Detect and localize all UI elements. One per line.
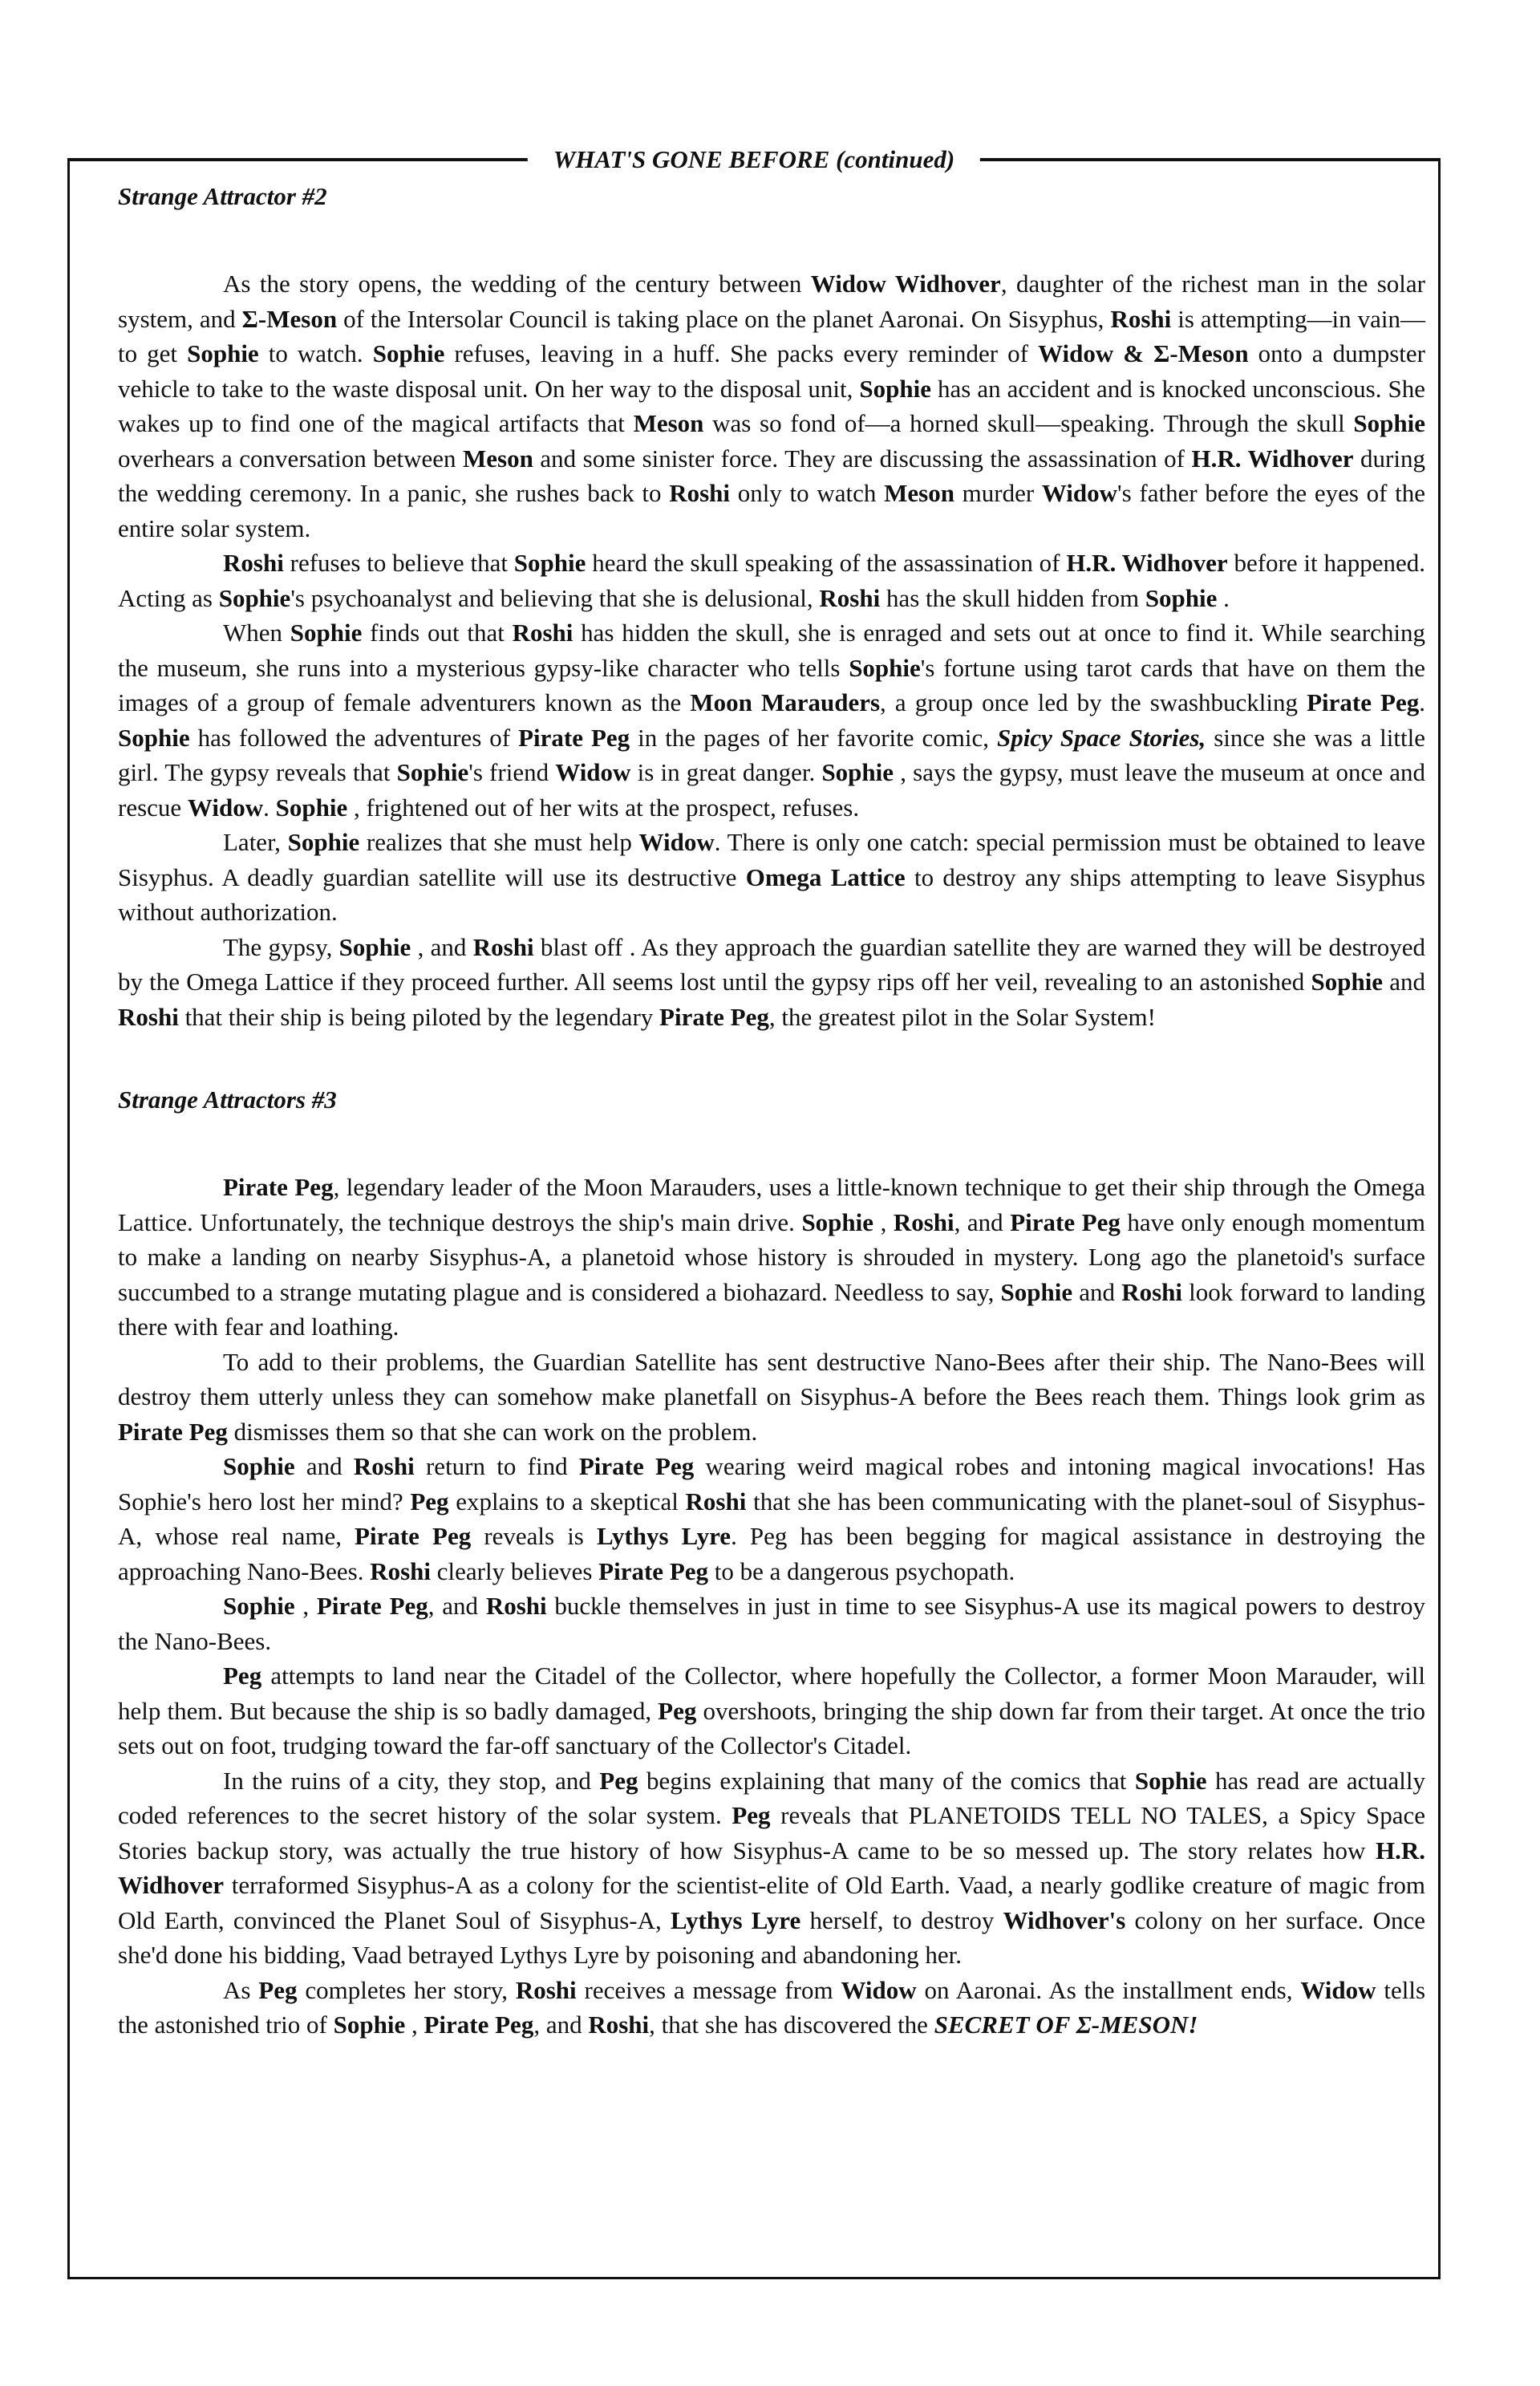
- paragraph: [118, 1345, 1425, 1450]
- section: [118, 1082, 1425, 2043]
- text-run: , that she has discovered the: [649, 2011, 934, 2039]
- bold-name: Pirate Peg: [1307, 688, 1420, 716]
- bold-name: Sophie: [396, 758, 469, 786]
- text-run: on Aaronai. As the installment ends,: [916, 1975, 1301, 2004]
- text-run: and: [1072, 1277, 1122, 1306]
- section-heading: Strange Attractor #2: [118, 182, 327, 210]
- text-run: finds out that: [362, 619, 513, 647]
- bold-italic-title: SECRET OF Σ-MESON!: [934, 2011, 1198, 2039]
- text-run: dismisses them so that she can work on the problem.: [227, 1417, 758, 1446]
- bold-name: Widow: [187, 793, 264, 822]
- bold-name: Sophie: [118, 723, 190, 752]
- bold-name: Roshi: [353, 1452, 415, 1480]
- paragraph: [118, 1658, 1425, 1763]
- paragraph: [118, 1763, 1425, 1973]
- bold-name: Pirate Peg: [223, 1173, 334, 1201]
- text-run: have only enough momentum to make a landing on nearby Sisyphus-A, a planetoid whose history is shrouded in mystery. Long ago the planetoid's surface succumbed to a strange mutating plague and is considered a biohazard. Needless to say,: [118, 1207, 1426, 1306]
- bold-name: Peg: [410, 1487, 449, 1516]
- bold-name: Meson: [884, 479, 954, 507]
- text-run: , legendary leader of the Moon Marauders, uses a little-known technique to get their ship through the Omega Lattice. Unfortunately, the technique destroys the ship's main drive.: [118, 1173, 1425, 1236]
- text-run: blast off . As they approach the guardian satellite they are warned they will be destroyed by the Omega Lattice if they proceed further. All seems lost until the gypsy rips off her veil, revealing to an astonished: [118, 932, 1425, 996]
- text-run: , and: [411, 932, 473, 961]
- text-run: attempts to land near the Citadel of the Collector, where hopefully the Collector, a former Moon Marauder, will help them. But because the ship is so badly damaged,: [118, 1662, 1425, 1725]
- bold-name: Sophie: [290, 619, 363, 647]
- bold-name: Peg: [658, 1696, 697, 1725]
- text-run: in the pages of her favorite comic,: [630, 723, 997, 752]
- bold-name: Sophie: [1145, 583, 1218, 612]
- bold-name: Sophie: [1353, 409, 1426, 437]
- text-run: is in great danger.: [630, 758, 822, 786]
- bold-name: Roshi: [512, 619, 573, 647]
- paragraph: [118, 1170, 1425, 1345]
- bold-name: Widow & Σ-Meson: [1038, 339, 1249, 367]
- bold-name: Pirate Peg: [355, 1522, 472, 1550]
- section: [118, 179, 1425, 1034]
- text-run: look forward to landing there with fear and loathing.: [118, 1277, 1425, 1341]
- bold-name: Peg: [223, 1662, 262, 1690]
- bold-name: Pirate Peg: [518, 723, 630, 752]
- paragraph: [118, 825, 1425, 930]
- bold-name: Widow: [1041, 479, 1118, 507]
- bold-name: Moon Marauders: [690, 688, 881, 716]
- text-run: , says the gypsy, must leave the museum at once and rescue: [118, 758, 1425, 822]
- bold-name: Σ-Meson: [241, 304, 338, 333]
- bold-name: Sophie: [1311, 968, 1384, 996]
- bold-name: Sophie: [859, 374, 932, 403]
- bold-name: Pirate Peg: [118, 1417, 228, 1446]
- paragraph: [118, 1589, 1425, 1658]
- bold-name: Pirate Peg: [578, 1452, 695, 1480]
- bold-name: Roshi: [588, 2011, 650, 2039]
- text-run: and some sinister force. They are discussing the assassination of: [533, 444, 1192, 473]
- text-run: begins explaining that many of the comics that: [638, 1766, 1135, 1795]
- text-run: that she has been communicating with the planet-soul of Sisyphus-A, whose real name,: [118, 1487, 1425, 1550]
- text-run: . Peg has been begging for magical assistance in destroying the approaching Nano-Bees.: [118, 1522, 1425, 1585]
- text-run: , and: [428, 1592, 486, 1620]
- text-run: buckle themselves in just in time to see Sisyphus-A use its magical powers to destroy the Nano-Bees.: [118, 1592, 1425, 1655]
- bold-name: H.R. Widhover: [118, 1836, 1425, 1899]
- bold-name: Pirate Peg: [316, 1592, 428, 1620]
- summary-content: [118, 179, 1425, 2043]
- bold-name: Sophie: [801, 1207, 874, 1236]
- bold-name: Lythys Lyre: [596, 1522, 732, 1550]
- text-run: tells the astonished trio of: [118, 1975, 1426, 2039]
- bold-name: Roshi: [118, 1002, 179, 1031]
- text-run: reveals is: [471, 1522, 597, 1550]
- text-run: , and: [954, 1207, 1011, 1236]
- text-run: , the greatest pilot in the Solar System!: [768, 1002, 1156, 1031]
- bold-name: Sophie: [223, 1452, 295, 1480]
- text-run: refuses to believe that: [283, 549, 514, 577]
- text-run: has followed the adventures of: [189, 723, 519, 752]
- text-run: has the skull hidden from: [880, 583, 1145, 612]
- text-run: , a group once led by the swashbuckling: [880, 688, 1307, 716]
- text-run: only to watch: [730, 479, 885, 507]
- bold-name: Sophie: [821, 758, 894, 786]
- bold-name: Sophie: [372, 339, 445, 367]
- bold-name: Sophie: [287, 828, 360, 856]
- bold-name: Widhover's: [1003, 1905, 1126, 1934]
- text-run: . There is only one catch: special permission must be obtained to leave Sisyphus. A deadly guardian satellite will use its destructive: [118, 828, 1426, 891]
- section-heading: Strange Attractors #3: [118, 1085, 337, 1114]
- text-run: .: [1217, 583, 1230, 612]
- text-run: When: [223, 619, 290, 647]
- text-run: refuses, leaving in a huff. She packs every reminder of: [444, 339, 1039, 367]
- bold-name: Widow: [555, 758, 631, 786]
- paragraph: [118, 930, 1425, 1035]
- text-run: clearly believes: [431, 1556, 599, 1585]
- bold-name: Widow Widhover: [810, 270, 1001, 298]
- bold-name: Sophie: [218, 583, 291, 612]
- text-run: overshoots, bringing the ship down far from their target. At once the trio sets out on foot, trudging toward the far-off sanctuary of the Collector's Citadel.: [118, 1696, 1425, 1759]
- text-run: ,: [873, 1207, 894, 1236]
- text-run: before it happened. Acting as: [118, 549, 1425, 612]
- bold-name: Pirate Peg: [598, 1556, 709, 1585]
- bold-name: Meson: [463, 444, 533, 473]
- bold-name: Roshi: [1110, 304, 1172, 333]
- bold-name: Roshi: [370, 1556, 432, 1585]
- bold-name: Roshi: [1121, 1277, 1183, 1306]
- text-run: , frightened out of her wits at the prospect, refuses.: [347, 793, 860, 822]
- bold-name: Widow: [841, 1975, 917, 2004]
- bold-name: Pirate Peg: [424, 2011, 534, 2039]
- text-run: has read are actually coded references to the secret history of the solar system.: [118, 1766, 1426, 1829]
- bold-italic-title: Spicy Space Stories,: [996, 723, 1206, 752]
- text-run: colony on her surface. Once she'd done his bidding, Vaad betrayed Lythys Lyre by poisoning and abandoning her.: [118, 1905, 1425, 1969]
- text-run: .: [1419, 688, 1425, 716]
- bold-name: H.R. Widhover: [1066, 549, 1228, 577]
- bold-name: Sophie: [1000, 1277, 1073, 1306]
- bold-name: Sophie: [275, 793, 348, 822]
- bold-name: Sophie: [187, 339, 259, 367]
- text-run: has hidden the skull, she is enraged and sets out at once to find it. While searching the museum, she runs into a mysterious gypsy-like character who tells: [118, 619, 1425, 682]
- text-run: to watch.: [258, 339, 373, 367]
- bold-name: Roshi: [669, 479, 731, 507]
- text-run: return to find: [414, 1452, 579, 1480]
- text-run: has an accident and is knocked unconscious. She wakes up to find one of the magical artifacts that: [118, 374, 1426, 437]
- text-run: is attempting—in vain—to get: [118, 304, 1426, 367]
- bold-name: H.R. Widhover: [1191, 444, 1354, 473]
- paragraph: [118, 615, 1425, 825]
- text-run: As: [223, 1975, 259, 2004]
- text-run: wearing weird magical robes and intoning magical invocations! Has Sophie's hero lost her mind?: [118, 1452, 1425, 1516]
- bold-name: Sophie: [849, 653, 921, 682]
- text-run: ,: [294, 1592, 317, 1620]
- text-run: receives a message from: [576, 1975, 841, 2004]
- bold-name: Widow: [638, 828, 715, 856]
- text-run: , and: [533, 2011, 589, 2039]
- page-title: WHAT'S GONE BEFORE (continued): [528, 142, 980, 177]
- text-run: was so fond of—a horned skull—speaking. Through the skull: [703, 409, 1354, 437]
- bold-name: Sophie: [1134, 1766, 1207, 1795]
- text-run: realizes that she must help: [359, 828, 639, 856]
- bold-name: Peg: [732, 1801, 771, 1829]
- text-run: during the wedding ceremony. In a panic, she rushes back to: [118, 444, 1425, 507]
- text-run: The gypsy,: [223, 932, 339, 961]
- bold-name: Roshi: [685, 1487, 747, 1516]
- text-run: terraformed Sisyphus-A as a colony for the scientist-elite of Old Earth. Vaad, a nearly godlike creature of magic from Old Earth, convinced the Planet Soul of Sisyphus-A,: [118, 1871, 1425, 1934]
- text-run: completes her story,: [297, 1975, 516, 2004]
- text-run: heard the skull speaking of the assassination of: [586, 549, 1067, 577]
- bold-name: Peg: [258, 1975, 298, 2004]
- bold-name: Sophie: [513, 549, 586, 577]
- bold-name: Omega Lattice: [745, 862, 906, 891]
- bold-name: Sophie: [223, 1592, 295, 1620]
- text-run: To add to their problems, the Guardian Satellite has sent destructive Nano-Bees after their ship. The Nano-Bees will destroy them utterly unless they can somehow make planetfall on Sisyphus-A before the Bees reach them. Things look grim as: [118, 1347, 1425, 1410]
- bold-name: Roshi: [485, 1592, 547, 1620]
- text-run: murder: [954, 479, 1042, 507]
- bold-name: Meson: [633, 409, 704, 437]
- bold-name: Roshi: [472, 932, 534, 961]
- bold-name: Roshi: [893, 1207, 954, 1236]
- paragraph: [118, 1449, 1425, 1589]
- text-run: ,: [405, 2011, 424, 2039]
- bold-name: Sophie: [333, 2011, 406, 2039]
- text-run: to be a dangerous psychopath.: [708, 1556, 1015, 1585]
- text-run: that their ship is being piloted by the legendary: [178, 1002, 660, 1031]
- bold-name: Sophie: [338, 932, 411, 961]
- text-run: .: [263, 793, 276, 822]
- text-run: 's father before the eyes of the entire solar system.: [118, 479, 1425, 542]
- text-run: explains to a skeptical: [448, 1487, 686, 1516]
- paragraph: [118, 266, 1425, 546]
- paragraph: [118, 1973, 1425, 2043]
- text-run: 's psychoanalyst and believing that she is delusional,: [290, 583, 820, 612]
- bold-name: Pirate Peg: [659, 1002, 769, 1031]
- bold-name: Widow: [1300, 1975, 1376, 2004]
- text-run: As the story opens, the wedding of the century between: [223, 270, 811, 298]
- bold-name: Roshi: [223, 549, 284, 577]
- text-run: since she was a little girl. The gypsy reveals that: [118, 723, 1426, 786]
- text-run: herself, to destroy: [800, 1905, 1003, 1934]
- bold-name: Peg: [599, 1766, 638, 1795]
- summary-box: [67, 145, 1441, 2279]
- text-run: Later,: [223, 828, 288, 856]
- bold-name: Roshi: [515, 1975, 577, 2004]
- text-run: 's fortune using tarot cards that have on them the images of a group of female adventurers known as the: [118, 653, 1425, 716]
- text-run: and: [1383, 968, 1425, 996]
- text-run: and: [294, 1452, 354, 1480]
- text-run: In the ruins of a city, they stop, and: [223, 1766, 600, 1795]
- text-run: 's friend: [468, 758, 556, 786]
- text-run: overhears a conversation between: [118, 444, 464, 473]
- text-run: of the Intersolar Council is taking place on the planet Aaronai. On Sisyphus,: [337, 304, 1111, 333]
- text-run: , daughter of the richest man in the solar system, and: [118, 270, 1425, 333]
- text-run: to destroy any ships attempting to leave Sisyphus without authorization.: [118, 862, 1425, 926]
- text-run: reveals that PLANETOIDS TELL NO TALES, a Spicy Space Stories backup story, was actually the true history of how Sisyphus-A came to be so messed up. The story relates how: [118, 1801, 1425, 1865]
- bold-name: Pirate Peg: [1010, 1207, 1121, 1236]
- text-run: onto a dumpster vehicle to take to the waste disposal unit. On her way to the disposal unit,: [118, 339, 1425, 403]
- bold-name: Lythys Lyre: [670, 1905, 801, 1934]
- paragraph: [118, 546, 1425, 615]
- bold-name: Roshi: [819, 583, 881, 612]
